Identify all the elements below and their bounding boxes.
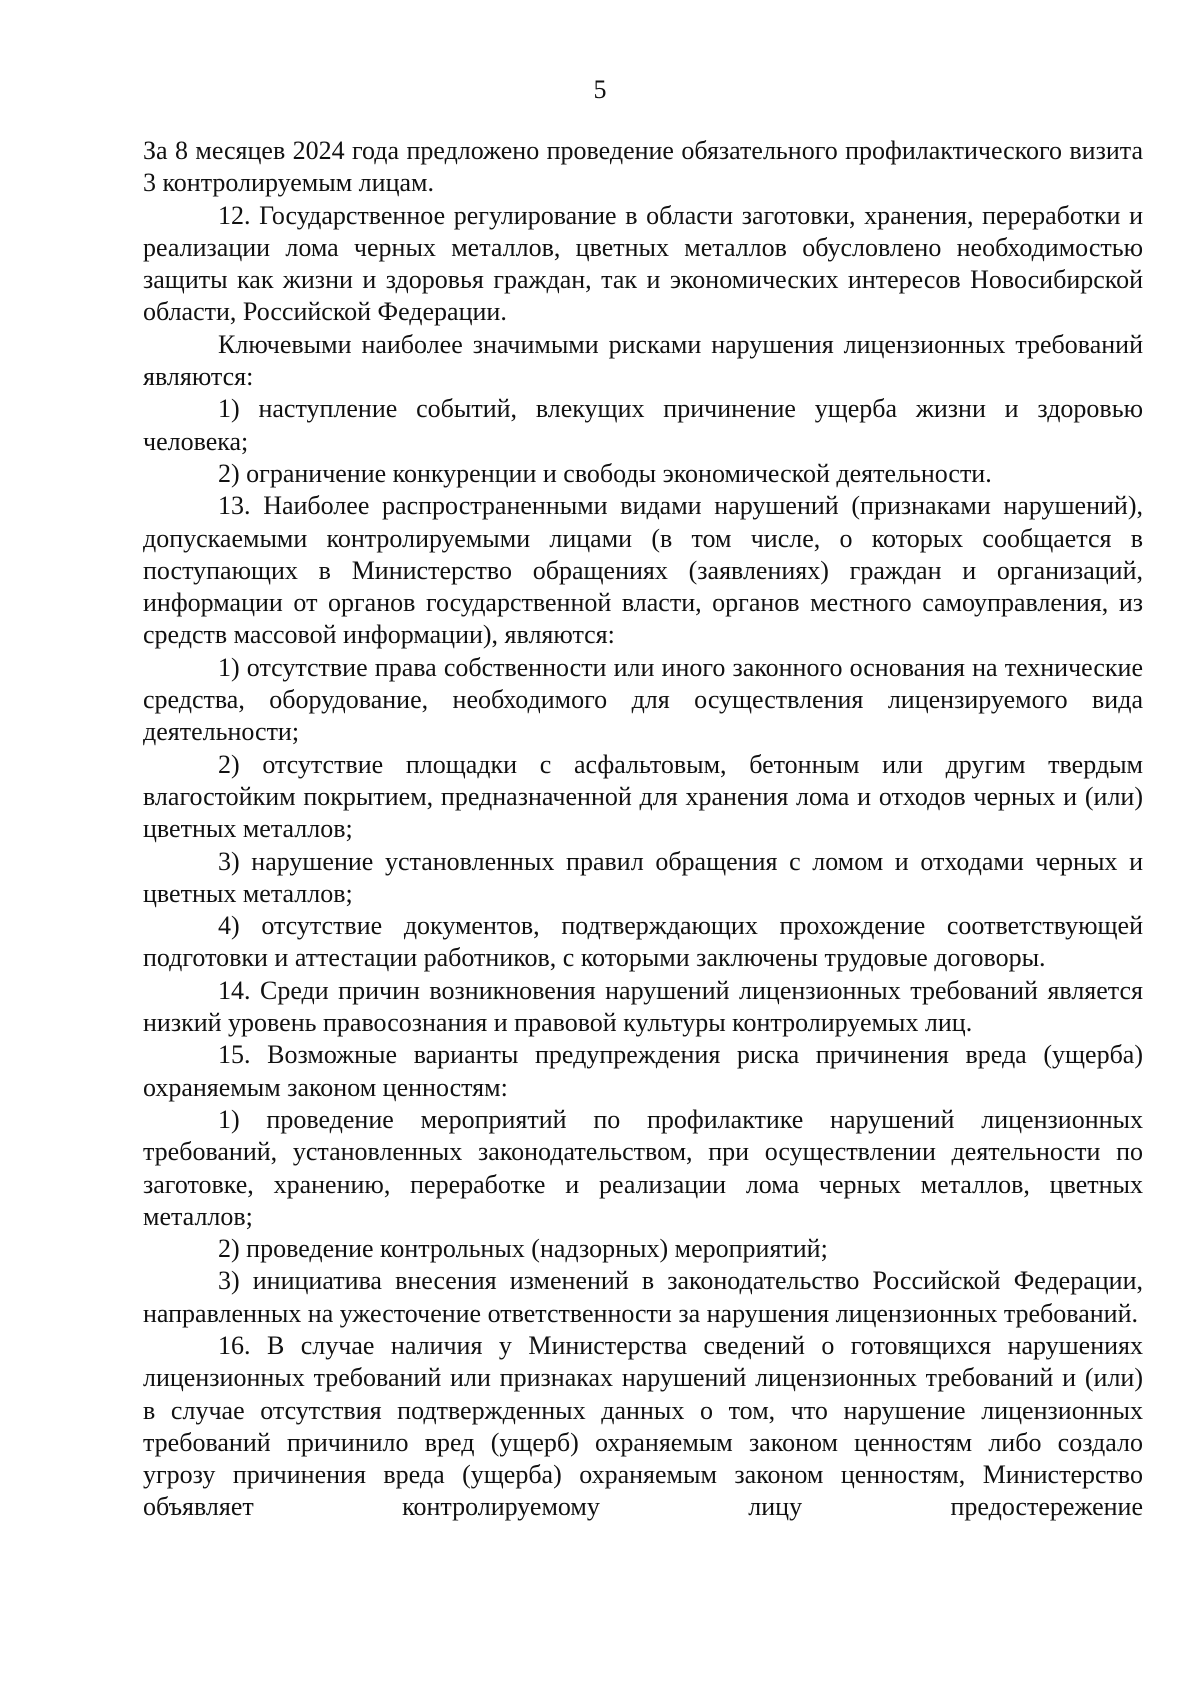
paragraph: 1) отсутствие права собственности или иного законного основания на технические средства, оборудование, необходимого для осуществления лицензируемого вида деятельности; [143, 652, 1143, 747]
paragraph: Ключевыми наиболее значимыми рисками нарушения лицензионных требований являются: [143, 329, 1143, 392]
paragraph: 16. В случае наличия у Министерства сведений о готовящихся нарушениях лицензионных требований или признаках нарушений лицензионных требований и (или) в случае отсутствия подтвержденных данных о том, что нарушение лицензионных требований причинило вред (ущерб) охраняемым законом ценностям либо создало угрозу причинения вреда (ущерба) охраняемым законом ценностям, Министерство объявляет контролируемому лицу предостережение [143, 1330, 1143, 1522]
paragraph: 12. Государственное регулирование в области заготовки, хранения, переработки и реализации лома черных металлов, цветных металлов обусловлено необходимостью защиты как жизни и здоровья граждан, так и экономических интересов Новосибирской области, Российской Федерации. [143, 200, 1143, 327]
paragraph: 13. Наиболее распространенными видами нарушений (признаками нарушений), допускаемыми контролируемыми лицами (в том числе, о которых сообщается в поступающих в Министерство обращениях (заявлениях) граждан и организаций, информации от органов государственной власти, органов местного самоуправления, из средств массовой информации), являются: [143, 491, 1143, 650]
paragraph: 14. Среди причин возникновения нарушений лицензионных требований является низкий уровень правосознания и правовой культуры контролируемых лиц. [143, 975, 1143, 1038]
paragraph: 3) инициатива внесения изменений в законодательство Российской Федерации, направленных на ужесточение ответственности за нарушения лицензионных требований. [143, 1266, 1143, 1328]
paragraph: За 8 месяцев 2024 года предложено проведение обязательного профилактического визита 3 контролируемым лицам. [143, 136, 1143, 198]
paragraph: 1) наступление событий, влекущих причинение ущерба жизни и здоровью человека; [143, 394, 1143, 456]
paragraph: 15. Возможные варианты предупреждения риска причинения вреда (ущерба) охраняемым законом ценностям: [143, 1040, 1143, 1102]
document-body [143, 135, 1143, 1524]
paragraph: 4) отсутствие документов, подтверждающих прохождение соответствующей подготовки и аттестации работников, с которыми заключены трудовые договоры. [143, 911, 1143, 973]
paragraph: 1) проведение мероприятий по профилактике нарушений лицензионных требований, установленных законодательством, при осуществлении деятельности по заготовке, хранению, переработке и реализации лома черных металлов, цветных металлов; [143, 1104, 1143, 1231]
paragraph: 3) нарушение установленных правил обращения с ломом и отходами черных и цветных металлов; [143, 846, 1143, 908]
paragraph: 2) ограничение конкуренции и свободы экономической деятельности. [218, 458, 992, 488]
paragraph: 2) отсутствие площадки с асфальтовым, бетонным или другим твердым влагостойким покрытием, предназначенной для хранения лома и отходов черных и (или) цветных металлов; [143, 749, 1143, 844]
page-number: 5 [593, 75, 607, 104]
paragraph: 2) проведение контрольных (надзорных) мероприятий; [218, 1234, 828, 1264]
